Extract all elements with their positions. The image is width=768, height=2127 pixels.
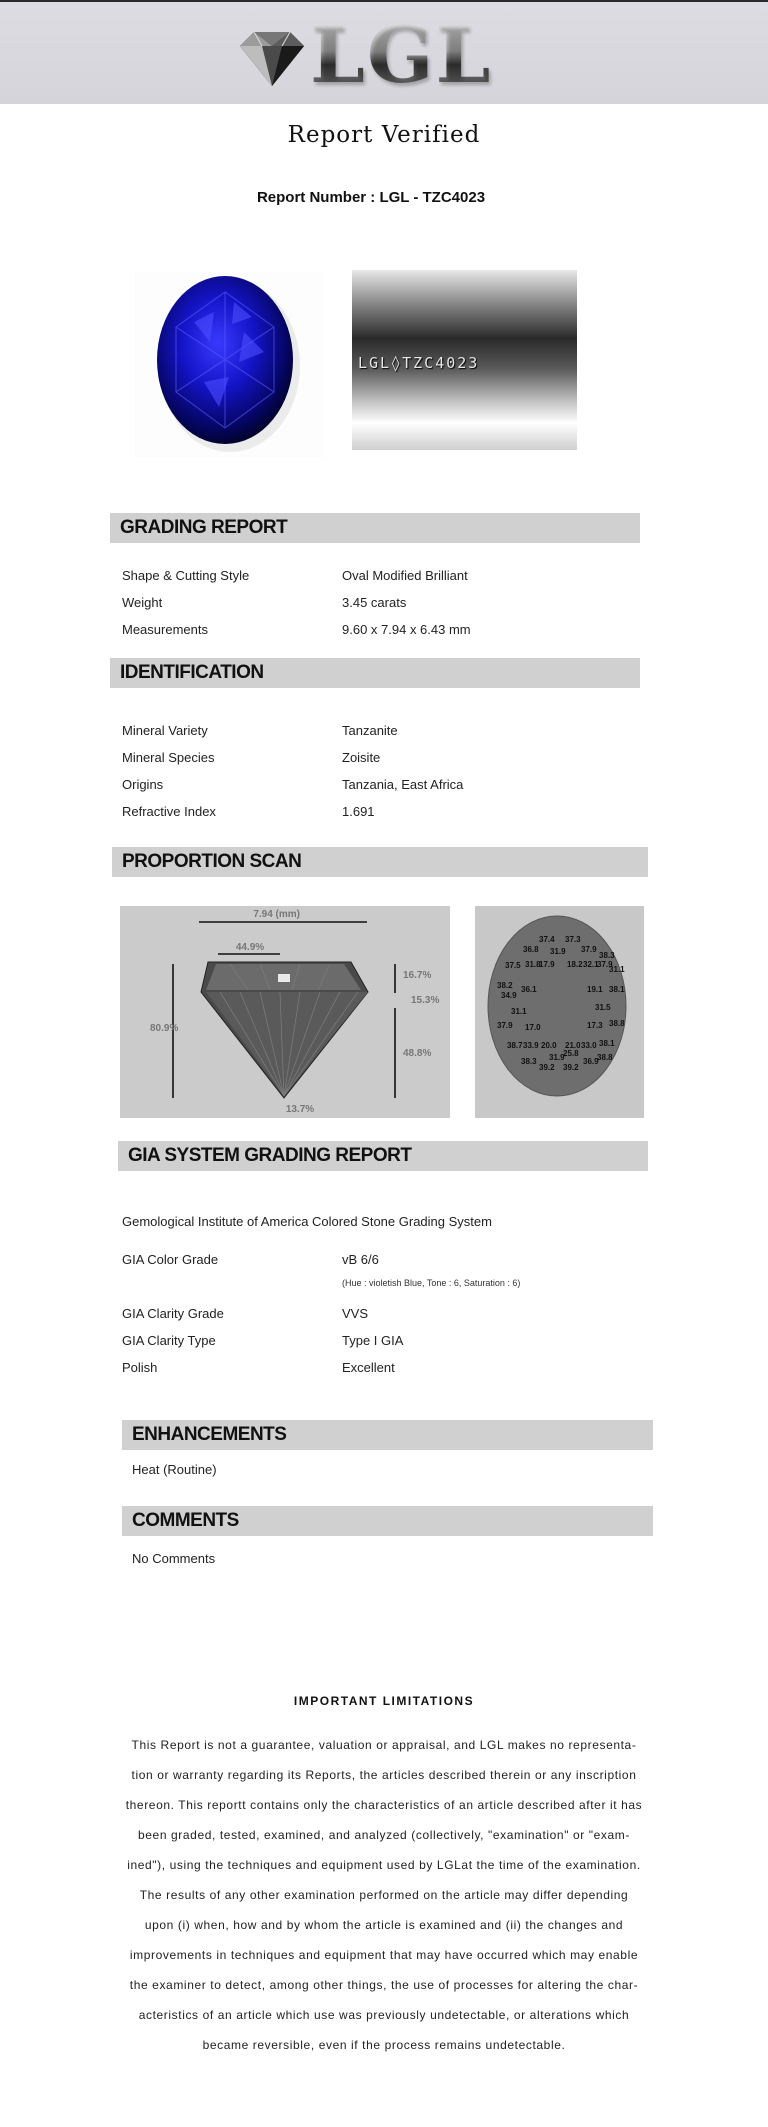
scan-value: 25.8 xyxy=(563,1049,579,1058)
limitations-line: acteristics of an article which use was previously undetectable, or alterations which xyxy=(138,2008,630,2022)
origins-value: Tanzania, East Africa xyxy=(342,777,464,792)
limitations-line: The results of any other examination performed on the article may differ depending xyxy=(139,1888,629,1902)
scan-value: 38.1 xyxy=(599,1039,615,1048)
scan-value: 36.8 xyxy=(523,945,539,954)
limitations-heading: IMPORTANT LIMITATIONS xyxy=(293,1694,475,1708)
scan-value: 33.0 xyxy=(581,1041,597,1050)
scan-value: 38.3 xyxy=(599,951,615,960)
comments-heading: COMMENTS xyxy=(122,1506,653,1536)
scan-value: 33.9 xyxy=(523,1041,539,1050)
measurements-label: Measurements xyxy=(122,622,208,637)
limitations-line: improvements in techniques and equipment that may have occurred which may enable xyxy=(129,1948,639,1962)
inscription-image xyxy=(352,270,577,450)
scan-value: 37.9 xyxy=(597,960,613,969)
scan-value: 38.2 xyxy=(497,981,513,990)
identification-heading: IDENTIFICATION xyxy=(110,658,640,688)
limitations-line: the examiner to detect, among other things, the use of processes for altering the char- xyxy=(129,1978,639,1992)
scan-value: 38.8 xyxy=(609,1019,625,1028)
refractive-index-value: 1.691 xyxy=(342,804,375,819)
report-number: Report Number : LGL - TZC4023 xyxy=(256,189,486,206)
gia-color-label: GIA Color Grade xyxy=(122,1252,219,1267)
scan-value: 39.2 xyxy=(539,1063,555,1072)
gemstone-image xyxy=(134,272,324,458)
mineral-species-value: Zoisite xyxy=(342,750,381,765)
enhancements-text: Heat (Routine) xyxy=(132,1462,217,1477)
gia-color-value: vB 6/6 xyxy=(342,1252,379,1267)
gia-heading: GIA SYSTEM GRADING REPORT xyxy=(118,1141,648,1171)
scan-value: 21.0 xyxy=(565,1041,581,1050)
scan-value: 36.1 xyxy=(521,985,537,994)
refractive-index-label: Refractive Index xyxy=(122,804,216,819)
weight-value: 3.45 carats xyxy=(342,595,407,610)
scan-value: 19.1 xyxy=(587,985,603,994)
limitations-line: ined"), using the techniques and equipment used by LGLat the time of the examination. xyxy=(127,1858,641,1872)
pavilion-label: 48.8% xyxy=(403,1048,432,1059)
scan-value: 34.9 xyxy=(501,991,517,1000)
origins-label: Origins xyxy=(122,777,164,792)
gia-subtitle: Gemological Institute of America Colored Stone Grading System xyxy=(122,1214,492,1229)
scan-value: 31.8 xyxy=(525,960,541,969)
mineral-variety-value: Tanzanite xyxy=(342,723,398,738)
crown-label: 16.7% xyxy=(403,970,432,981)
scan-value: 31.1 xyxy=(511,1007,527,1016)
weight-label: Weight xyxy=(122,595,163,610)
limitations-line: became reversible, even if the process remains undetectable. xyxy=(202,2038,566,2052)
scan-value: 38.1 xyxy=(609,985,625,994)
scan-value: 37.9 xyxy=(581,945,597,954)
diamond-icon xyxy=(232,24,312,94)
lgl-logo xyxy=(232,10,493,101)
limitations-line: been graded, tested, examined, and analyzed (collectively, "examination" or "exam- xyxy=(138,1828,630,1842)
scan-value: 31.9 xyxy=(550,947,566,956)
shape-label: Shape & Cutting Style xyxy=(122,568,250,583)
scan-value: 39.2 xyxy=(563,1063,579,1072)
scan-value: 31.5 xyxy=(595,1003,611,1012)
crown-angle-label: 15.3% xyxy=(411,995,440,1006)
gia-clarity-type-value: Type I GIA xyxy=(342,1333,404,1348)
scan-value: 37.4 xyxy=(539,935,555,944)
scan-value: 38.8 xyxy=(597,1053,613,1062)
limitations-line: upon (i) when, how and by whom the article is examined and (ii) the changes and xyxy=(144,1918,624,1932)
header-banner xyxy=(0,2,768,104)
limitations-line: This Report is not a guarantee, valuation or appraisal, and LGL makes no representa- xyxy=(131,1738,637,1752)
limitations-line: tion or warranty regarding its Reports, the articles described therein or any inscription xyxy=(131,1768,637,1782)
scan-value: 37.3 xyxy=(565,935,581,944)
grading-report-heading: GRADING REPORT xyxy=(110,513,640,543)
proportion-top-view xyxy=(475,906,644,1118)
scan-value: 20.0 xyxy=(541,1041,557,1050)
gia-color-note: (Hue : violetish Blue, Tone : 6, Saturation : 6) xyxy=(342,1278,521,1288)
scan-value: 38.7 xyxy=(507,1041,523,1050)
scan-value: 38.3 xyxy=(521,1057,537,1066)
gia-clarity-value: VVS xyxy=(342,1306,369,1321)
polish-value: Excellent xyxy=(342,1360,395,1375)
gem-profile xyxy=(201,962,368,1098)
limitations-line: thereon. This reportt contains only the characteristics of an article described after it has xyxy=(125,1798,643,1812)
mineral-variety-label: Mineral Variety xyxy=(122,723,208,738)
gia-clarity-type-label: GIA Clarity Type xyxy=(122,1333,216,1348)
width-label: 7.94 (mm) xyxy=(253,909,300,920)
mineral-species-label: Mineral Species xyxy=(122,750,215,765)
measurements-value: 9.60 x 7.94 x 6.43 mm xyxy=(342,622,471,637)
scan-value: 17.9 xyxy=(539,960,555,969)
scan-value: 36.9 xyxy=(583,1057,599,1066)
scan-value: 32.1 xyxy=(583,960,599,969)
proportion-scan-heading: PROPORTION SCAN xyxy=(112,847,648,877)
proportion-side-view xyxy=(120,906,450,1118)
scan-value: 31.9 xyxy=(549,1053,565,1062)
page-title: Report Verified xyxy=(287,122,481,148)
polish-label: Polish xyxy=(122,1360,158,1375)
depth-label: 80.9% xyxy=(150,1023,179,1034)
scan-value: 18.2 xyxy=(567,960,583,969)
inscription-text: LGL◊TZC4023 xyxy=(358,354,480,372)
scan-value: 37.5 xyxy=(505,961,521,970)
scan-value: 17.0 xyxy=(525,1023,541,1032)
scan-value: 37.9 xyxy=(497,1021,513,1030)
shape-value: Oval Modified Brilliant xyxy=(342,568,468,583)
culet-label: 13.7% xyxy=(285,1104,315,1115)
enhancements-heading: ENHANCEMENTS xyxy=(122,1420,653,1450)
scan-value: 17.3 xyxy=(587,1021,603,1030)
gia-clarity-label: GIA Clarity Grade xyxy=(122,1306,224,1321)
logo-text: LGL xyxy=(310,10,493,101)
table-label: 44.9% xyxy=(235,942,265,953)
comments-text: No Comments xyxy=(132,1551,216,1566)
scan-value: 31.1 xyxy=(609,965,625,974)
